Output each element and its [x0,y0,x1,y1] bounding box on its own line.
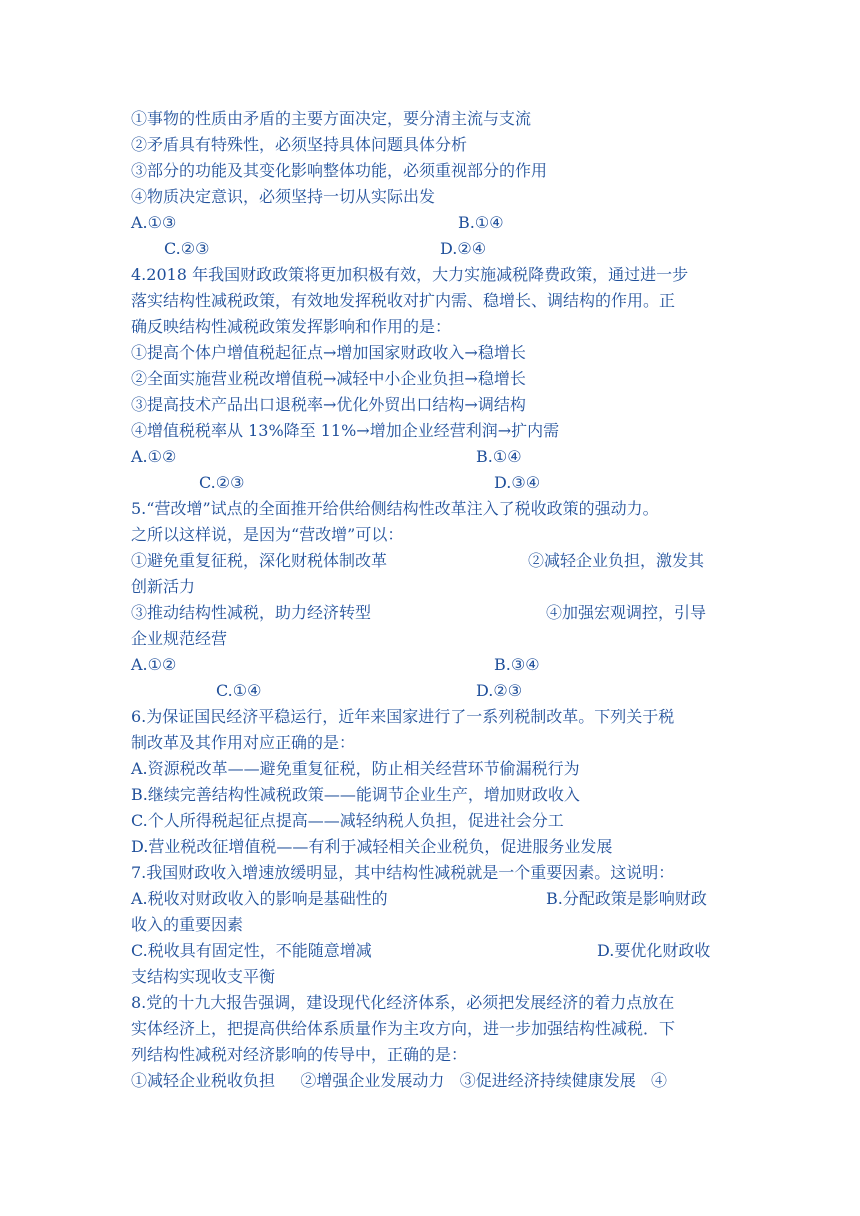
option-b: B.继续完善结构性减税政策——能调节企业生产，增加财政收入 [131,785,580,804]
option-c: C.个人所得税起征点提高——减轻纳税人负担，促进社会分工 [131,811,564,830]
option-c: C.税收具有固定性，不能随意增减 [131,941,372,960]
text-line: ③部分的功能及其变化影响整体功能，必须重视部分的作用 [131,161,548,180]
option-c: C.①④ [216,681,262,700]
option-d: D.要优化财政收 [597,941,711,960]
question-text: 5.“营改增”试点的全面推开给供给侧结构性改革注入了税收政策的强动力。 [131,499,659,518]
option-d: D.②④ [440,239,487,258]
statement-item: ②减轻企业负担，激发其 [528,551,705,570]
question-text: 列结构性减税对经济影响的传导中，正确的是： [131,1045,468,1064]
statement-item: ④加强宏观调控，引导 [546,603,707,622]
option-a: A.①② [131,655,177,674]
text-line: ②全面实施营业税改增值税→减轻中小企业负担→稳增长 [131,369,526,388]
question-text: 实体经济上，把提高供给体系质量作为主攻方向，进一步加强结构性减税．下 [131,1019,676,1038]
text-line: 支结构实现收支平衡 [131,967,276,986]
option-b: B.①④ [458,213,504,232]
option-c: C.②③ [164,239,210,258]
text-line: ④增值税税率从 13%降至 11%→增加企业经营利润→扩内需 [131,421,560,440]
question-text: 落实结构性减税政策，有效地发挥税收对扩内需、稳增长、调结构的作用。正 [131,291,676,310]
statement-item: ③推动结构性减税，助力经济转型 [131,603,372,622]
option-a: A.①② [131,447,177,466]
option-b: B.①④ [476,447,522,466]
text-line: ①减轻企业税收负担 ②增强企业发展动力 ③促进经济持续健康发展 ④ [131,1071,667,1090]
text-line: ①提高个体户增值税起征点→增加国家财政收入→稳增长 [131,343,526,362]
question-text: 6.为保证国民经济平稳运行，近年来国家进行了一系列税制改革。下列关于税 [131,707,675,726]
statement-item: ①避免重复征税，深化财税体制改革 [131,551,388,570]
question-text: 制改革及其作用对应正确的是： [131,733,356,752]
option-b: B.分配政策是影响财政 [546,889,707,908]
text-line: ①事物的性质由矛盾的主要方面决定，要分清主流与支流 [131,109,532,128]
text-line: ④物质决定意识，必须坚持一切从实际出发 [131,187,436,206]
question-text: 7.我国财政收入增速放缓明显，其中结构性减税就是一个重要因素。这说明： [131,863,675,882]
text-line: ③提高技术产品出口退税率→优化外贸出口结构→调结构 [131,395,526,414]
option-a: A.①③ [131,213,177,232]
option-a: A.资源税改革——避免重复征税，防止相关经营环节偷漏税行为 [131,759,580,778]
option-a: A.税收对财政收入的影响是基础性的 [131,889,388,908]
text-line: 收入的重要因素 [131,915,244,934]
text-line: 创新活力 [131,577,196,596]
question-text: 8.党的十九大报告强调，建设现代化经济体系，必须把发展经济的着力点放在 [131,993,675,1012]
option-d: D.营业税改征增值税——有利于减轻相关企业税负，促进服务业发展 [131,837,613,856]
question-text: 4.2018 年我国财政政策将更加积极有效，大力实施减税降费政策，通过进一步 [131,265,689,284]
option-b: B.③④ [494,655,540,674]
option-d: D.②③ [476,681,523,700]
option-c: C.②③ [199,473,245,492]
question-text: 确反映结构性减税政策发挥影响和作用的是： [131,317,452,336]
question-text: 之所以这样说，是因为“营改增”可以： [131,525,404,544]
text-line: 企业规范经营 [131,629,228,648]
option-d: D.③④ [494,473,541,492]
text-line: ②矛盾具有特殊性，必须坚持具体问题具体分析 [131,135,468,154]
